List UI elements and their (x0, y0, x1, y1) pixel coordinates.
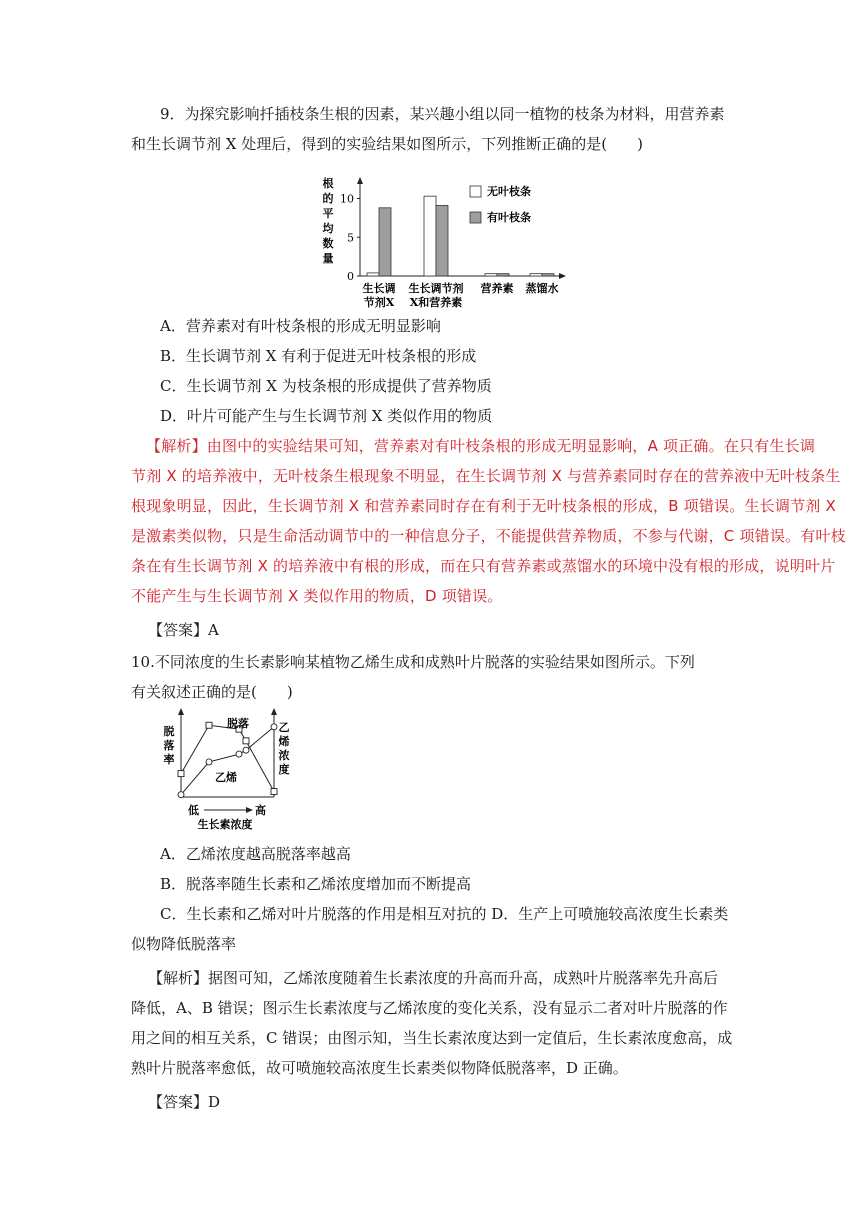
q9-analysis-line4: 是激素类似物，只是生命活动调节中的一种信息分子，不能提供营养物质，不参与代谢，C 项错误。有叶枝 (131, 527, 846, 545)
q10-analysis-line3: 用之间的相互关系，C 错误；由图示知，当生长素浓度达到一定值后，生长素浓度愈高，成 (131, 1029, 733, 1047)
left-label-char: 脱 (163, 725, 175, 738)
series-1-point-3 (243, 747, 249, 753)
x-axis-arrow (559, 273, 566, 279)
q10-analysis-line1: 【解析】据图可知，乙烯浓度随着生长素浓度的升高而升高，成熟叶片脱落率先升高后 (148, 969, 719, 987)
series-0-point-4 (271, 789, 277, 795)
y-axis-label-char: 根 (322, 177, 334, 190)
x-arrow-head (246, 807, 253, 813)
q10-analysis-line4: 熟叶片脱落率愈低，故可喷施较高浓度生长素类似物降低脱落率，D 正确。 (131, 1059, 628, 1077)
q10-answer: 【答案】D (148, 1093, 221, 1111)
q9-option-b: B．生长调节剂 X 有利于促进无叶枝条根的形成 (160, 347, 477, 365)
q9-option-d: D．叶片可能产生与生长调节剂 X 类似作用的物质 (160, 407, 493, 425)
q9-analysis-line3: 根现象明显，因此，生长调节剂 X 和营养素同时存在有利于无叶枝条根的形成，B 项错误。生长调节剂 X (131, 497, 836, 515)
right-label-char: 浓 (278, 749, 290, 762)
q9-stem-line2: 和生长调节剂 X 处理后，得到的实验结果如图所示，下列推断正确的是( ) (131, 135, 643, 153)
legend-swatch-1 (470, 212, 481, 223)
q10-analysis-line2: 降低，A、B 错误；图示生长素浓度与乙烯浓度的变化关系，没有显示二者对叶片脱落的作 (131, 999, 728, 1017)
y-axis-label-char: 数 (322, 237, 334, 250)
bar-1-2 (497, 274, 509, 276)
y-tick-label: 0 (347, 270, 354, 283)
series-label-0: 脱落 (227, 717, 249, 730)
left-label-char: 落 (163, 739, 175, 752)
right-axis-arrow (271, 708, 277, 715)
q10-option-c: C．生长素和乙烯对叶片脱落的作用是相互对抗的 D．生产上可喷施较高浓度生长素类 (160, 905, 729, 923)
x-category-label-1: 生长调节剂 X和营养素 (408, 282, 464, 308)
right-label-char: 烯 (278, 735, 290, 748)
bar-0-3 (530, 274, 542, 276)
bar-0-1 (424, 196, 436, 276)
x-low-label: 低 (188, 804, 199, 817)
q10-option-b: B．脱落率随生长素和乙烯浓度增加而不断提高 (160, 875, 472, 893)
right-label-char: 乙 (278, 721, 290, 734)
q9-analysis-line1: 【解析】由图中的实验结果可知，营养素对有叶枝条根的形成无明显影响，A 项正确。在只有生长调 (146, 437, 816, 455)
y-axis-label-char: 量 (322, 252, 334, 265)
q10-stem-line2: 有关叙述正确的是( ) (131, 683, 293, 701)
legend-swatch-0 (470, 186, 481, 197)
y-axis-label-char: 均 (322, 222, 334, 235)
legend-label-0: 无叶枝条 (487, 185, 531, 198)
q9-analysis-line5: 条在有生长调节剂 X 的培养液中有根的形成，而在只有营养素或蒸馏水的环境中没有根的形成，说明叶片 (131, 557, 836, 575)
bar-1-0 (379, 208, 391, 276)
q9-bar-chart (320, 173, 620, 308)
series-0-point-1 (206, 722, 212, 728)
series-line-1 (181, 727, 274, 795)
q9-analysis-line2: 节剂 X 的培养液中，无叶枝条生根现象不明显，在生长调节剂 X 与营养素同时存在的营养液中无叶枝条生 (131, 467, 841, 485)
bar-1-3 (542, 274, 554, 276)
y-axis-label-char: 平 (322, 207, 334, 220)
bar-0-0 (367, 273, 379, 276)
x-category-label-0: 生长调节剂X (362, 282, 396, 308)
q10-option-d-cont: 似物降低脱落率 (131, 935, 237, 953)
legend-label-1: 有叶枝条 (487, 211, 531, 224)
q9-option-a: A．营养素对有叶枝条根的形成无明显影响 (160, 317, 441, 335)
series-0-point-0 (178, 771, 184, 777)
bar-1-1 (436, 205, 448, 276)
q10-option-a: A．乙烯浓度越高脱落率越高 (160, 845, 351, 863)
y-axis-label-char: 的 (322, 192, 334, 205)
q10-stem-line1: 10.不同浓度的生长素影响某植物乙烯生成和成熟叶片脱落的实验结果如图所示。下列 (131, 653, 695, 671)
series-1-point-4 (271, 724, 277, 730)
right-label-char: 度 (278, 763, 290, 776)
series-1-point-1 (206, 759, 212, 765)
series-0-point-3 (243, 738, 249, 744)
series-1-point-0 (178, 792, 184, 798)
q9-stem-line1: 9．为探究影响扦插枝条生根的因素，某兴趣小组以同一植物的枝条为材料，用营养素 (160, 105, 725, 123)
x-axis-label: 生长素浓度 (197, 818, 253, 830)
q10-line-chart (160, 705, 290, 830)
q9-option-c: C．生长调节剂 X 为枝条根的形成提供了营养物质 (160, 377, 492, 395)
y-tick-label: 5 (347, 231, 354, 245)
x-category-label-3: 蒸馏水 (525, 282, 559, 295)
y-axis-arrow (357, 177, 363, 184)
series-1-point-2 (236, 751, 242, 757)
series-label-1: 乙烯 (215, 771, 237, 784)
bar-0-2 (485, 274, 497, 276)
left-axis-arrow (178, 708, 184, 715)
q9-answer: 【答案】A (148, 621, 219, 639)
y-tick-label: 10 (340, 192, 354, 206)
q9-analysis-line6: 不能产生与生长调节剂 X 类似作用的物质，D 项错误。 (131, 587, 503, 605)
x-high-label: 高 (255, 804, 266, 817)
left-label-char: 率 (163, 753, 175, 766)
x-category-label-2: 营养素 (480, 282, 514, 295)
